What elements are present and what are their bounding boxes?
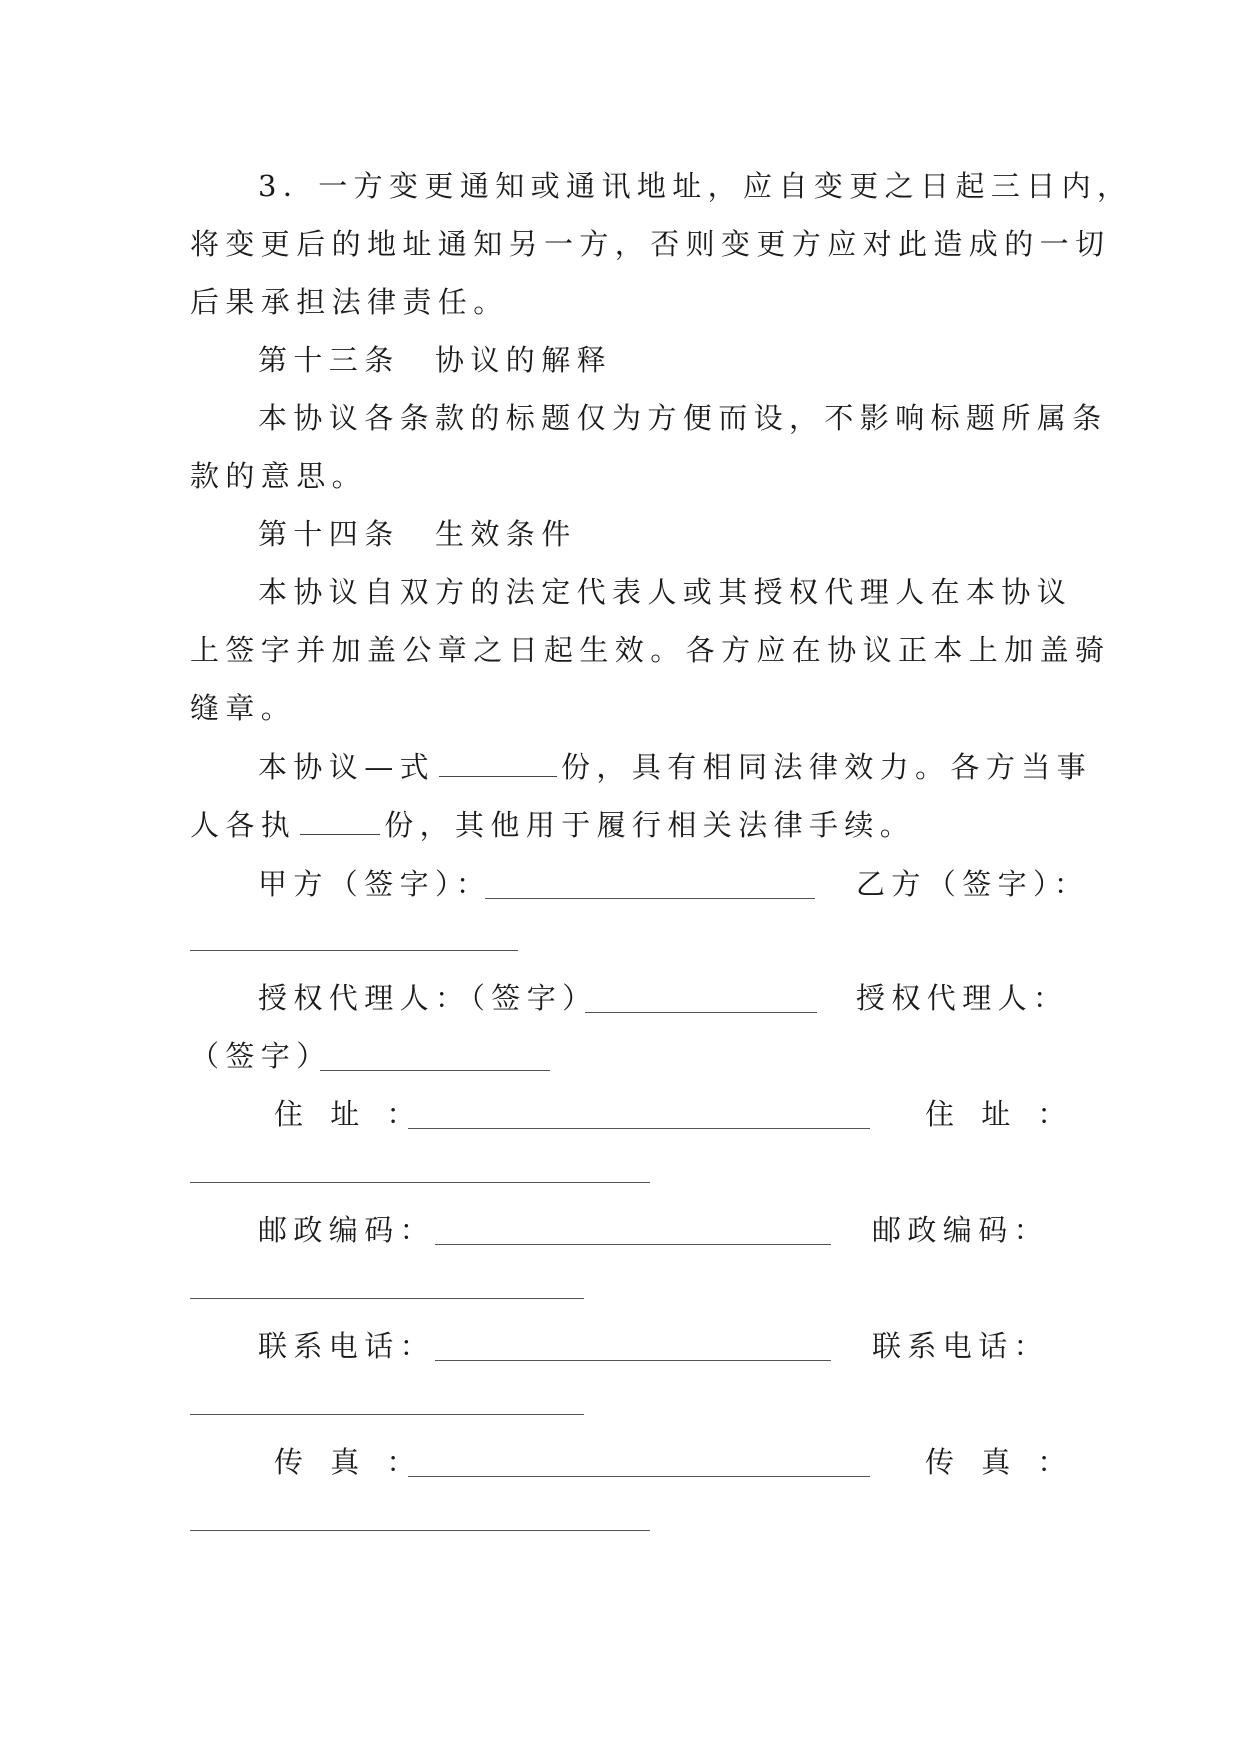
- article-13-body-line-2: 款的意思。: [190, 459, 368, 493]
- postcode-b-label: 邮政编码：: [872, 1213, 1050, 1247]
- fax-a-line[interactable]: [408, 1476, 870, 1477]
- copies-each-blank[interactable]: [300, 804, 380, 835]
- party-a-label: 甲方（签字）：: [258, 867, 492, 901]
- phone-a-line[interactable]: [435, 1360, 831, 1361]
- party-a-sign-line[interactable]: [485, 898, 815, 899]
- address-b-label: 住 址 ：: [925, 1097, 1076, 1131]
- phone-b-label: 联系电话：: [872, 1329, 1050, 1363]
- address-a-line[interactable]: [408, 1128, 870, 1129]
- postcode-b-line[interactable]: [190, 1298, 584, 1299]
- agent-a-label: 授权代理人：（签字）: [258, 981, 598, 1015]
- copies-line-1: [258, 746, 1092, 786]
- agent-a-sign-line[interactable]: [585, 1012, 817, 1013]
- party-b-sign-line[interactable]: [190, 950, 518, 951]
- party-b-label: 乙方（签字）：: [856, 867, 1090, 901]
- article-14-body-line-1: 本协议自双方的法定代表人或其授权代理人在本协议: [258, 575, 1073, 609]
- clause-3-line-2: 将变更后的地址通知另一方，否则变更方应对此造成的一切: [190, 227, 1111, 261]
- article-13-heading: 第十三条 协议的解释: [258, 343, 613, 377]
- fax-a-label: 传 真 ：: [274, 1445, 425, 1479]
- copies-text-b: 份，具有相同法律效力。各方当事: [561, 750, 1093, 784]
- clause-3-line-3: 后果承担法律责任。: [190, 285, 509, 319]
- phone-b-line[interactable]: [190, 1414, 584, 1415]
- article-14-heading: 第十四条 生效条件: [258, 517, 577, 551]
- agent-b-label: 授权代理人：: [856, 981, 1069, 1015]
- phone-a-label: 联系电话：: [258, 1329, 436, 1363]
- agent-b-sign-label: （签字）: [190, 1039, 332, 1073]
- clause-3-line-1: 3．一方变更通知或通讯地址，应自变更之日起三日内，: [258, 169, 1133, 203]
- postcode-a-label: 邮政编码：: [258, 1213, 436, 1247]
- agent-b-sign-line[interactable]: [320, 1070, 550, 1071]
- address-b-line[interactable]: [190, 1182, 650, 1183]
- article-14-body-line-3: 缝章。: [190, 691, 297, 725]
- postcode-a-line[interactable]: [435, 1244, 831, 1245]
- copies-total-blank[interactable]: [439, 746, 557, 777]
- article-13-body-line-1: 本协议各条款的标题仅为方便而设，不影响标题所属条: [258, 401, 1108, 435]
- article-14-body-line-2: 上签字并加盖公章之日起生效。各方应在协议正本上加盖骑: [190, 633, 1111, 667]
- address-a-label: 住 址 ：: [274, 1097, 425, 1131]
- copies-text-d: 份，其他用于履行相关法律手续。: [384, 808, 916, 842]
- copies-line-2: [190, 804, 915, 844]
- copies-text-a: 本协议—式: [258, 750, 436, 784]
- copies-text-c: 人各执: [190, 808, 297, 842]
- fax-b-line[interactable]: [190, 1530, 650, 1531]
- fax-b-label: 传 真 ：: [925, 1445, 1076, 1479]
